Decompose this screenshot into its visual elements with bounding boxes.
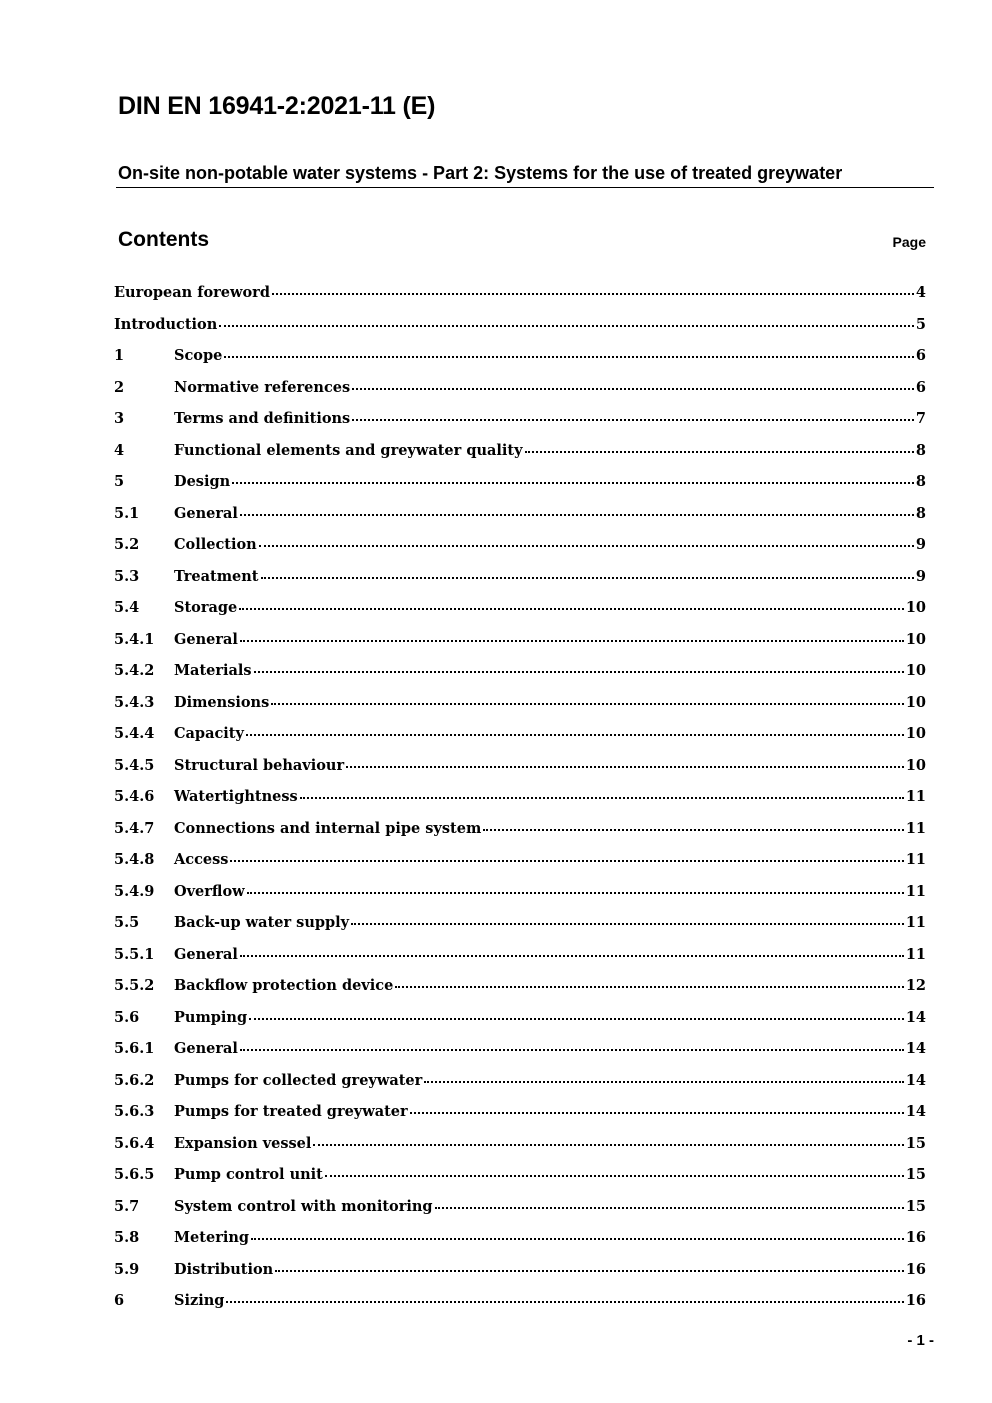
toc-dot-leader: [224, 354, 914, 358]
toc-entry-number: 5.4: [114, 599, 140, 616]
toc-dot-leader: [352, 417, 914, 421]
toc-entry-page[interactable]: 11: [905, 945, 926, 963]
toc-entry-page[interactable]: 6: [915, 378, 926, 396]
toc-entry-title[interactable]: Sizing: [174, 1292, 225, 1309]
toc-dot-leader: [525, 449, 914, 453]
toc-entry-title[interactable]: Design: [174, 473, 231, 490]
toc-dot-leader: [435, 1205, 904, 1209]
toc-entry-page[interactable]: 11: [905, 819, 926, 837]
table-of-contents: [114, 280, 926, 1320]
toc-entry-title[interactable]: Terms and definitions: [174, 410, 351, 427]
toc-dot-leader: [351, 921, 904, 925]
toc-entry[interactable]: [114, 438, 926, 470]
toc-entry-number: 5.6.2: [114, 1071, 155, 1089]
toc-entry[interactable]: [114, 406, 926, 438]
toc-dot-leader: [259, 543, 914, 547]
toc-entry[interactable]: [114, 1131, 926, 1163]
toc-dot-leader: [251, 1236, 904, 1240]
toc-entry-page[interactable]: 5: [915, 315, 926, 333]
toc-entry-title[interactable]: Overflow: [174, 882, 245, 900]
toc-dot-leader: [230, 858, 903, 862]
toc-entry[interactable]: [114, 658, 926, 690]
toc-entry-number: 5.4.5: [114, 756, 155, 774]
toc-entry-page[interactable]: 16: [905, 1229, 926, 1246]
toc-entry-number: 5.4.8: [114, 851, 155, 868]
toc-dot-leader: [239, 606, 904, 610]
toc-entry-number: 5.2: [114, 536, 140, 553]
toc-entry[interactable]: [114, 910, 926, 942]
toc-dot-leader: [410, 1110, 904, 1114]
toc-entry-number: 5.6: [114, 1008, 140, 1026]
toc-dot-leader: [240, 638, 904, 642]
toc-entry-title[interactable]: General: [174, 630, 238, 648]
toc-entry-page[interactable]: 8: [915, 473, 926, 490]
toc-dot-leader: [249, 1016, 904, 1020]
toc-dot-leader: [272, 291, 914, 295]
toc-entry-page[interactable]: 14: [905, 1071, 926, 1089]
toc-entry-title[interactable]: Metering: [174, 1229, 250, 1246]
toc-entry-title[interactable]: Pumps for collected greywater: [174, 1071, 423, 1089]
toc-dot-leader: [300, 795, 904, 799]
toc-entry[interactable]: [114, 1194, 926, 1226]
toc-entry-number: 2: [114, 378, 125, 396]
toc-entry[interactable]: [114, 1005, 926, 1037]
toc-entry-page[interactable]: 4: [915, 284, 926, 301]
toc-entry-title[interactable]: Distribution: [174, 1260, 274, 1278]
toc-entry[interactable]: [114, 1068, 926, 1100]
toc-entry-page[interactable]: 15: [905, 1134, 926, 1152]
toc-dot-leader: [246, 732, 904, 736]
toc-entry-page[interactable]: 8: [915, 504, 926, 522]
toc-dot-leader: [247, 890, 904, 894]
toc-entry-title[interactable]: General: [174, 504, 238, 522]
toc-entry-title[interactable]: Pump control unit: [174, 1166, 323, 1183]
toc-entry-title[interactable]: Expansion vessel: [174, 1134, 312, 1152]
toc-entry-title[interactable]: Collection: [174, 536, 257, 553]
toc-entry-title[interactable]: General: [174, 1040, 238, 1057]
toc-entry-title[interactable]: Structural behaviour: [174, 756, 345, 774]
toc-entry-number: 5.7: [114, 1197, 140, 1215]
toc-entry-page[interactable]: 10: [905, 630, 926, 648]
toc-entry-page[interactable]: 11: [905, 882, 926, 900]
toc-entry[interactable]: [114, 753, 926, 785]
toc-entry-title[interactable]: Materials: [174, 662, 252, 679]
toc-entry[interactable]: [114, 942, 926, 974]
toc-entry[interactable]: [114, 532, 926, 564]
toc-dot-leader: [219, 323, 914, 327]
toc-entry-page[interactable]: 10: [905, 599, 926, 616]
contents-heading: Contents: [118, 228, 209, 251]
toc-entry-page[interactable]: 9: [915, 567, 926, 585]
toc-entry-number: 5.4.3: [114, 693, 155, 711]
toc-dot-leader: [254, 669, 904, 673]
toc-entry-title[interactable]: Treatment: [174, 567, 259, 585]
toc-entry[interactable]: [114, 1225, 926, 1257]
toc-entry[interactable]: [114, 375, 926, 407]
toc-entry-number: 5.8: [114, 1229, 140, 1246]
toc-dot-leader: [275, 1268, 904, 1272]
toc-dot-leader: [424, 1079, 904, 1083]
toc-entry-title[interactable]: Scope: [174, 347, 223, 364]
toc-entry[interactable]: [114, 816, 926, 848]
toc-dot-leader: [240, 1047, 904, 1051]
toc-entry[interactable]: [114, 312, 926, 344]
toc-entry-number: 5.9: [114, 1260, 140, 1278]
toc-entry-title[interactable]: Introduction: [114, 315, 218, 333]
toc-entry-title[interactable]: Access: [174, 851, 229, 868]
toc-entry-number: 5.4.7: [114, 819, 155, 837]
toc-dot-leader: [240, 512, 914, 516]
toc-entry-page[interactable]: 16: [905, 1292, 926, 1309]
toc-entry[interactable]: [114, 343, 926, 375]
toc-entry[interactable]: [114, 879, 926, 911]
toc-entry-title[interactable]: Capacity: [174, 725, 244, 742]
toc-entry[interactable]: [114, 1036, 926, 1068]
toc-entry-title[interactable]: Backflow protection device: [174, 977, 394, 994]
toc-entry-number: 5.6.4: [114, 1134, 155, 1152]
toc-entry[interactable]: [114, 627, 926, 659]
page-column-heading: Page: [892, 234, 926, 250]
toc-entry[interactable]: [114, 847, 926, 879]
toc-entry-page[interactable]: 15: [905, 1166, 926, 1183]
toc-dot-leader: [352, 386, 914, 390]
toc-entry-title[interactable]: Watertightness: [174, 788, 298, 805]
toc-entry-page[interactable]: 14: [905, 1040, 926, 1057]
toc-entry-number: 5.4.1: [114, 630, 155, 648]
toc-entry-page[interactable]: 15: [905, 1197, 926, 1215]
toc-entry[interactable]: [114, 564, 926, 596]
toc-entry-number: 4: [114, 441, 125, 459]
toc-entry[interactable]: [114, 501, 926, 533]
toc-entry-number: 3: [114, 410, 125, 427]
toc-entry-number: 1: [114, 347, 125, 364]
toc-entry-title[interactable]: Pumps for treated greywater: [174, 1103, 408, 1120]
toc-entry-title[interactable]: Functional elements and greywater quality: [174, 441, 523, 459]
toc-entry-page[interactable]: 14: [905, 1103, 926, 1120]
toc-entry-number: 6: [114, 1292, 125, 1309]
toc-entry-title[interactable]: System control with monitoring: [174, 1197, 433, 1215]
toc-entry-title[interactable]: General: [174, 945, 238, 963]
toc-entry-page[interactable]: 12: [905, 977, 926, 994]
toc-entry-title[interactable]: Pumping: [174, 1008, 248, 1026]
toc-entry-number: 5.4.9: [114, 882, 155, 900]
toc-dot-leader: [232, 480, 914, 484]
toc-entry-number: 5.4.2: [114, 662, 155, 679]
toc-dot-leader: [313, 1142, 903, 1146]
toc-entry[interactable]: [114, 973, 926, 1005]
toc-entry[interactable]: [114, 595, 926, 627]
toc-dot-leader: [226, 1299, 903, 1303]
toc-entry-page[interactable]: 7: [915, 410, 926, 427]
toc-entry-page[interactable]: 11: [905, 851, 926, 868]
toc-entry-title[interactable]: Normative references: [174, 378, 351, 396]
toc-entry[interactable]: [114, 1288, 926, 1320]
document-id: DIN EN 16941-2:2021-11 (E): [118, 92, 436, 120]
toc-entry-title[interactable]: Back-up water supply: [174, 914, 350, 931]
toc-dot-leader: [240, 953, 904, 957]
toc-entry[interactable]: [114, 1099, 926, 1131]
toc-entry-page[interactable]: 10: [905, 662, 926, 679]
toc-entry[interactable]: [114, 469, 926, 501]
toc-entry-number: 5.3: [114, 567, 140, 585]
toc-entry-number: 5.1: [114, 504, 140, 522]
toc-entry[interactable]: [114, 1162, 926, 1194]
toc-dot-leader: [483, 827, 904, 831]
toc-entry-page[interactable]: 10: [905, 756, 926, 774]
toc-entry-page[interactable]: 10: [905, 693, 926, 711]
toc-entry-number: 5.5: [114, 914, 140, 931]
toc-entry[interactable]: [114, 1257, 926, 1289]
document-title: On-site non-potable water systems - Part 2: Systems for the use of treated greywater: [116, 163, 934, 188]
toc-dot-leader: [261, 575, 914, 579]
toc-entry-title[interactable]: Storage: [174, 599, 238, 616]
toc-entry-page[interactable]: 14: [905, 1008, 926, 1026]
toc-entry-number: 5.4.6: [114, 788, 155, 805]
toc-entry-number: 5.5.2: [114, 977, 155, 994]
toc-entry-number: 5.6.3: [114, 1103, 155, 1120]
toc-entry[interactable]: [114, 690, 926, 722]
toc-entry[interactable]: [114, 280, 926, 312]
toc-entry[interactable]: [114, 721, 926, 753]
toc-entry-number: 5.5.1: [114, 945, 155, 963]
toc-entry-page[interactable]: 16: [905, 1260, 926, 1278]
toc-entry-number: 5.6.5: [114, 1166, 155, 1183]
toc-entry[interactable]: [114, 784, 926, 816]
footer-page-number: - 1 -: [907, 1332, 934, 1349]
toc-entry-number: 5.4.4: [114, 725, 155, 742]
toc-dot-leader: [395, 984, 904, 988]
toc-dot-leader: [271, 701, 904, 705]
toc-entry-title[interactable]: Dimensions: [174, 693, 270, 711]
toc-dot-leader: [325, 1173, 904, 1177]
toc-entry-page[interactable]: 11: [905, 914, 926, 931]
toc-entry-number: 5.6.1: [114, 1040, 155, 1057]
toc-entry-number: 5: [114, 473, 125, 490]
toc-entry-page[interactable]: 10: [905, 725, 926, 742]
toc-entry-page[interactable]: 9: [915, 536, 926, 553]
toc-entry-title[interactable]: Connections and internal pipe system: [174, 819, 482, 837]
toc-entry-page[interactable]: 8: [915, 441, 926, 459]
toc-entry-page[interactable]: 6: [915, 347, 926, 364]
toc-entry-title[interactable]: European foreword: [114, 284, 270, 301]
toc-entry-page[interactable]: 11: [905, 788, 926, 805]
toc-dot-leader: [346, 764, 904, 768]
